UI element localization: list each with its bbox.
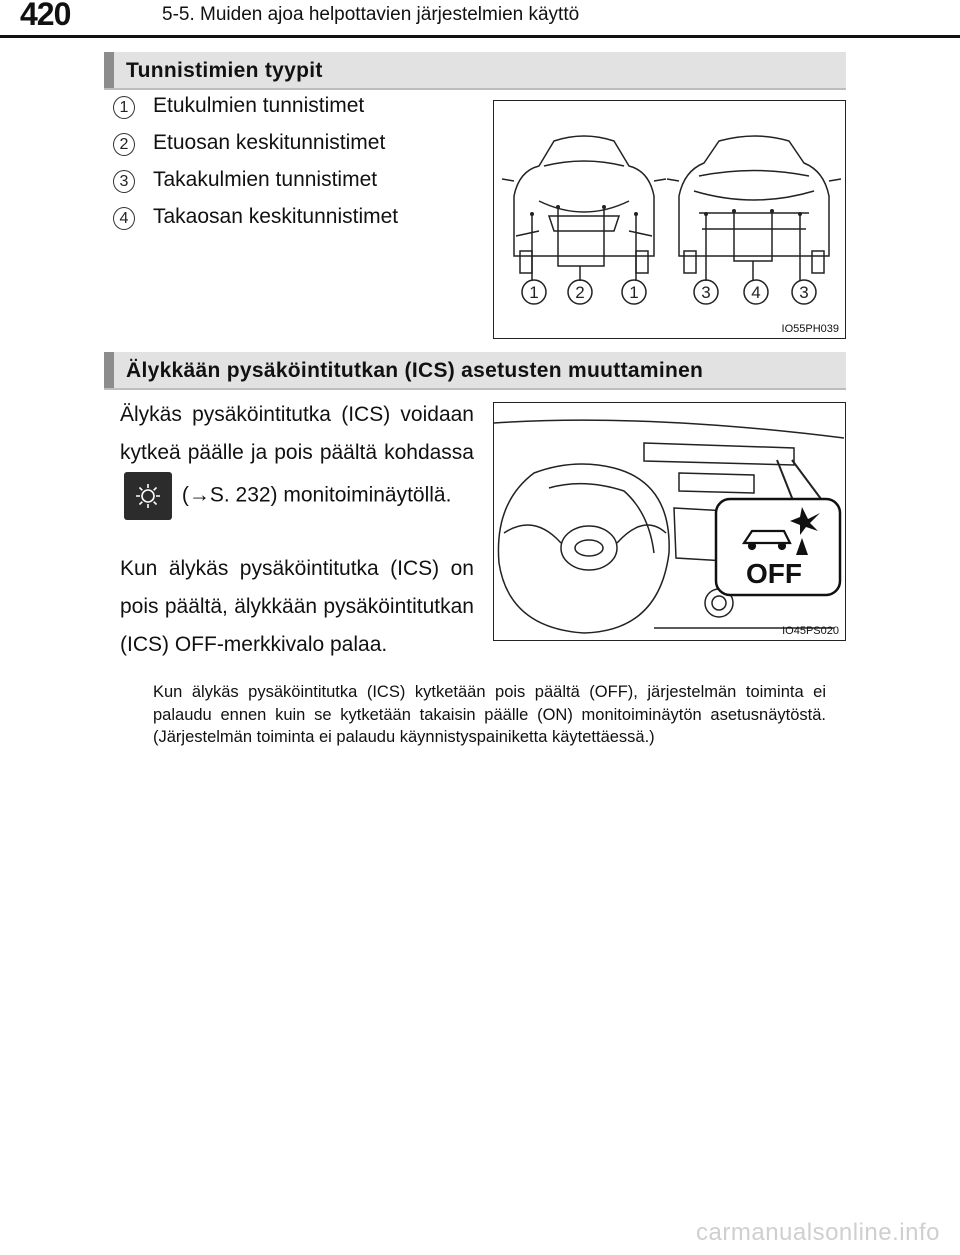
off-indicator-text: OFF bbox=[746, 558, 802, 589]
paragraph-text: Älykäs pysäköintitutka (ICS) voidaan kytkeä päälle ja pois päältä kohdassa bbox=[120, 403, 474, 464]
heading-accent bbox=[104, 352, 114, 388]
callout-label: 3 bbox=[799, 283, 809, 302]
page-number: 420 bbox=[20, 0, 71, 32]
dashboard-illustration bbox=[494, 403, 844, 639]
item-number-badge: 1 bbox=[113, 96, 135, 119]
heading-accent bbox=[104, 52, 114, 88]
item-number-badge: 4 bbox=[113, 207, 135, 230]
section-heading-sensor-types bbox=[104, 52, 846, 90]
figure-code: IO45PS020 bbox=[782, 625, 839, 637]
figure-code: IO55PH039 bbox=[781, 323, 839, 335]
section-heading-ics-settings bbox=[104, 352, 846, 390]
settings-gear-icon bbox=[124, 472, 172, 520]
item-label: Takakulmien tunnistimet bbox=[153, 168, 378, 191]
dashboard-indicator-figure bbox=[493, 402, 846, 641]
car-front-rear-illustration bbox=[494, 101, 844, 337]
header-divider bbox=[0, 35, 960, 38]
chapter-title: 5-5. Muiden ajoa helpottavien järjestelmien käyttö bbox=[162, 4, 580, 25]
item-label: Etuosan keskitunnistimet bbox=[153, 131, 386, 154]
item-label: Takaosan keskitunnistimet bbox=[153, 205, 399, 228]
section-title: Älykkään pysäköintitutkan (ICS) asetusten muuttaminen bbox=[126, 359, 704, 382]
callout-label: 2 bbox=[575, 283, 585, 302]
paragraph-ics-off: Kun älykäs pysäköintitutka (ICS) on pois päältä, älykkään pysäköintitutkan (ICS) OFF-merkkivalo palaa. bbox=[120, 557, 474, 656]
callout-label: 4 bbox=[751, 283, 761, 302]
item-label: Etukulmien tunnistimet bbox=[153, 94, 365, 117]
section-title: Tunnistimien tyypit bbox=[126, 59, 323, 82]
note-text: Kun älykäs pysäköintitutka (ICS) kytketään pois päältä (OFF), järjestelmän toiminta ei palaudu ennen kuin se kytketään takaisin päälle (ON) monitoiminäytön asetusnäytöstä. (Järjestelmän toiminta ei palaudu käynnistyspainiketta käytettäessä.) bbox=[153, 683, 826, 746]
item-number-badge: 2 bbox=[113, 133, 135, 156]
item-number-badge: 3 bbox=[113, 170, 135, 193]
sensor-location-figure bbox=[493, 100, 846, 339]
paragraph-ics-toggle bbox=[120, 396, 474, 520]
watermark: carmanualsonline.info bbox=[696, 1219, 940, 1246]
callout-label: 1 bbox=[529, 283, 539, 302]
paragraph-text: (→S. 232) monitoiminäytöllä. bbox=[181, 483, 452, 507]
callout-label: 1 bbox=[629, 283, 639, 302]
callout-label: 3 bbox=[701, 283, 711, 302]
